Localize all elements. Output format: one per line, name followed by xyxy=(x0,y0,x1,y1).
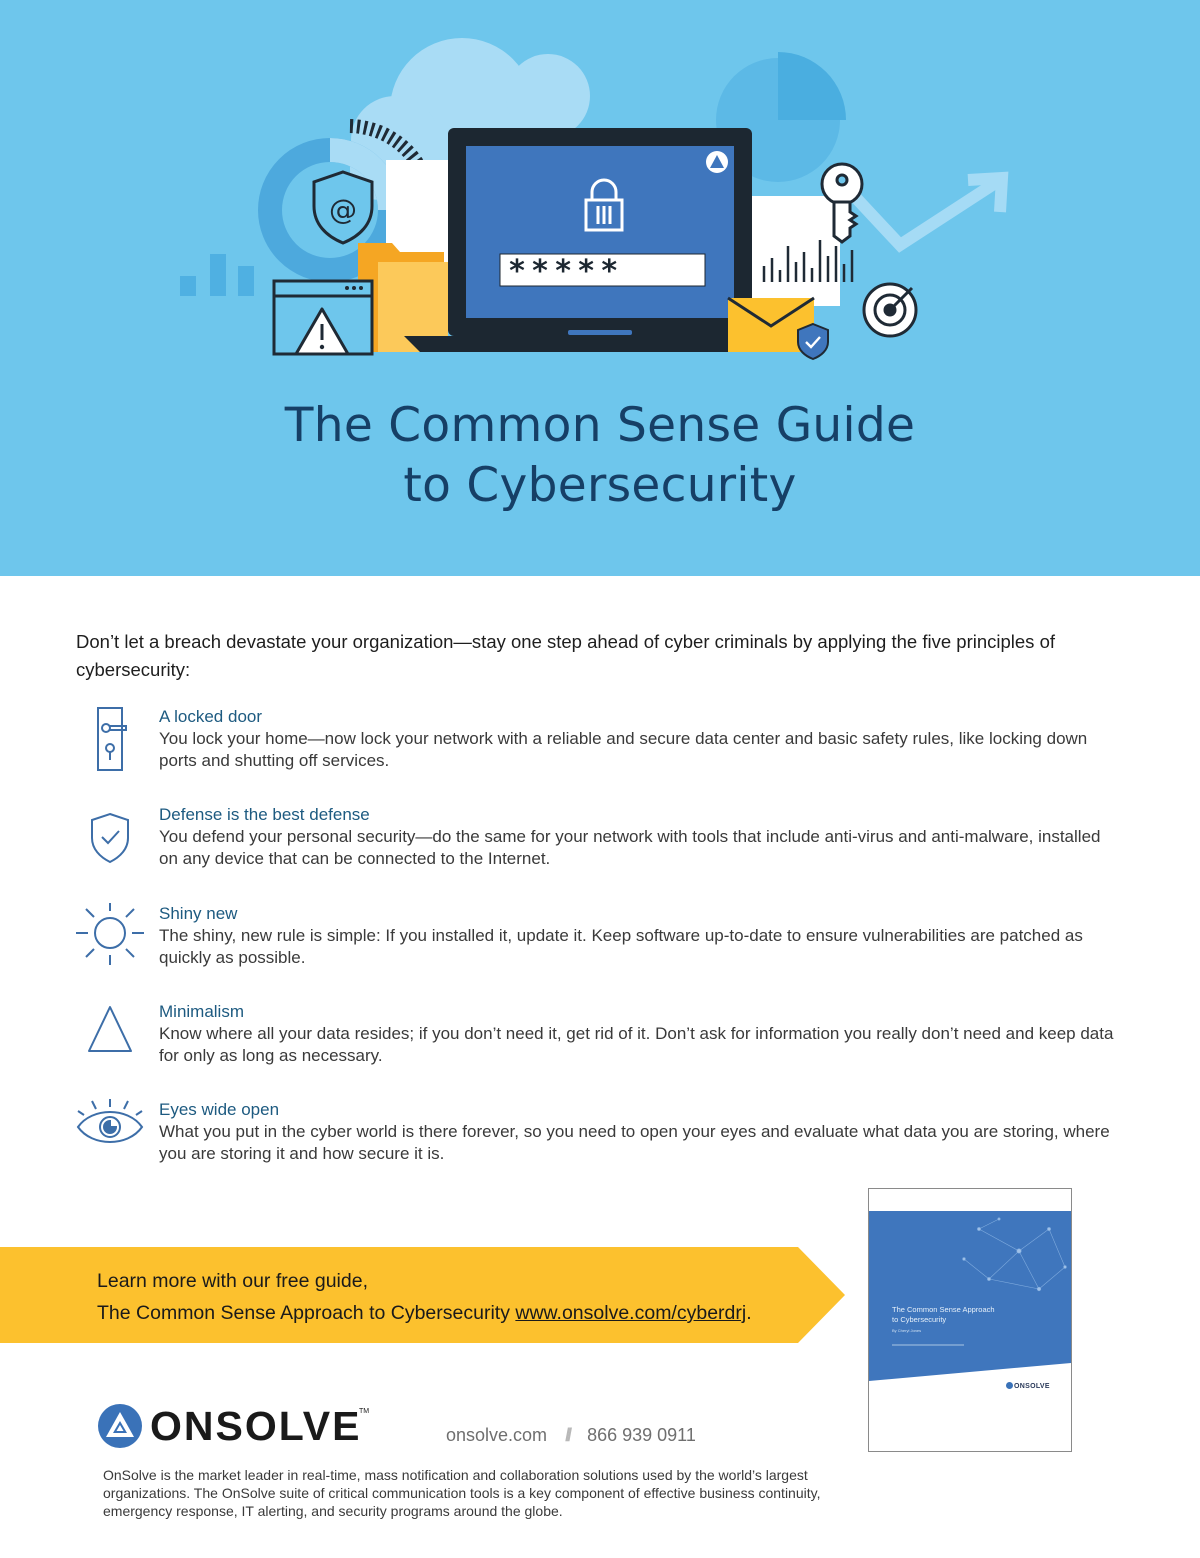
intro-paragraph: Don’t let a breach devastate your organization—stay one step ahead of cyber criminals by applying the five principles of cybersecurity: xyxy=(76,631,1055,680)
principle-title: A locked door xyxy=(159,707,263,726)
contact-info xyxy=(446,1422,696,1448)
svg-text:@: @ xyxy=(329,193,357,226)
envelope-icon xyxy=(728,298,828,359)
document-sheet-right xyxy=(740,196,840,306)
cta-line-2 xyxy=(97,1297,817,1329)
principle-shiny-new xyxy=(0,903,1200,993)
separator-icon: // xyxy=(565,1425,570,1445)
browser-warning-icon xyxy=(274,281,372,354)
sun-icon xyxy=(72,903,148,973)
onsolve-logo-mark-icon xyxy=(98,1404,142,1448)
principle-minimalism xyxy=(0,1001,1200,1091)
principle-title: Defense is the best defense xyxy=(159,805,370,824)
cta-guide-title: The Common Sense Approach to Cybersecurity xyxy=(97,1302,516,1324)
website-link[interactable]: onsolve.com xyxy=(446,1425,548,1445)
cover-title xyxy=(892,1305,1042,1325)
password-mask: ***** xyxy=(508,254,624,289)
cover-logo-mark-icon xyxy=(1006,1382,1013,1389)
principle-body: You defend your personal security—do the same for your network with tools that include anti-virus and anti-malware, installed on any device that can be connected to the Internet. xyxy=(159,827,1101,868)
eye-icon xyxy=(72,1099,148,1169)
cover-logo xyxy=(1006,1382,1050,1390)
bar-graph-decoration xyxy=(180,254,254,296)
cta-period: . xyxy=(746,1302,752,1324)
principle-eyes-wide-open xyxy=(0,1099,1200,1189)
phone-number[interactable]: 866 939 0911 xyxy=(587,1425,696,1445)
cta-text xyxy=(97,1265,817,1329)
cta-line-1: Learn more with our free guide, xyxy=(97,1270,368,1292)
email-shield-icon xyxy=(314,172,372,243)
cover-byline: By Cheryl Jones xyxy=(892,1328,922,1333)
shield-check-icon xyxy=(72,804,148,874)
target-icon xyxy=(864,284,916,336)
onsolve-wordmark: ONSOLVE xyxy=(150,1403,362,1449)
cover-title-line-2: to Cybersecurity xyxy=(892,1315,947,1324)
cover-title-line-1: The Common Sense Approach xyxy=(892,1305,995,1314)
cover-logo-text: ONSOLVE xyxy=(1014,1383,1050,1390)
principle-locked-door xyxy=(0,706,1200,796)
principle-title: Minimalism xyxy=(159,1002,244,1021)
hero-banner xyxy=(0,0,1200,576)
guide-cover-thumbnail[interactable] xyxy=(868,1188,1072,1452)
guide-link[interactable]: www.onsolve.com/cyberdrj xyxy=(515,1302,747,1324)
about-text: OnSolve is the market leader in real-time, mass notification and collaboration solutions used by the world’s largest organizations. The OnSolve suite of critical communication tools is a key component of effective business continuity, emergency response, IT alerting, and security programs around the globe. xyxy=(103,1467,821,1519)
principle-defense xyxy=(0,804,1200,894)
page-title xyxy=(0,396,1200,516)
principle-body: The shiny, new rule is simple: If you installed it, update it. Keep software up-to-date to ensure vulnerabilities are patched as quickly as possible. xyxy=(159,926,1083,967)
cta-banner xyxy=(0,1247,845,1343)
page-title-line-1: The Common Sense Guide xyxy=(284,398,916,453)
principle-title: Shiny new xyxy=(159,904,238,923)
cybersecurity-illustration xyxy=(0,0,1200,380)
trademark-symbol: TM xyxy=(359,1408,370,1415)
principle-body: Know where all your data resides; if you don’t need it, get rid of it. Don’t ask for information you really don’t need and keep data for only as long as necessary. xyxy=(159,1024,1114,1065)
principle-title: Eyes wide open xyxy=(159,1100,280,1119)
door-handle-icon xyxy=(72,706,148,776)
page-title-line-2: to Cybersecurity xyxy=(403,458,797,513)
principle-body: What you put in the cyber world is there forever, so you need to open your eyes and evaluate what data you are storing, where you are storing it and how secure it is. xyxy=(159,1122,1110,1163)
triangle-icon xyxy=(72,1001,148,1071)
onsolve-logo xyxy=(98,1402,378,1450)
principle-body: You lock your home—now lock your network with a reliable and secure data center and basic safety rules, like locking down ports and shutting off services. xyxy=(159,729,1088,770)
